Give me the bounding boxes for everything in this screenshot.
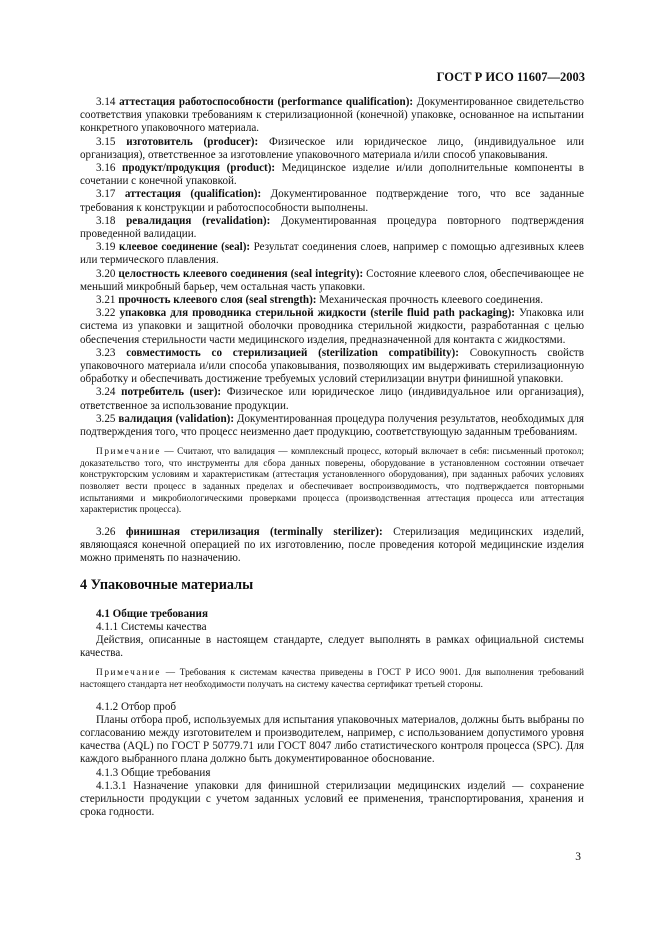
note-text: — Считают, что валидация — комплексный процесс, который включает в себя: письменный протокол; доказательство того, что инструменты для сбора данных поверены, оборудование в установленном состоянии отвечает конструкторским условиям и характеристикам (аттестация установленного оборудования), при заданных рабочих условиях позволяет вести процесс в заданных пределах и обеспечивает воспроизводимость, что подтверждается повторными испытаниями и микробиологическими проверками процесса (производственная аттестация процесса или аттестация характеристик процесса).	[80, 447, 584, 516]
note-label: Примечание	[96, 447, 161, 458]
definition-item	[80, 188, 584, 214]
definition-3-26	[80, 526, 584, 566]
clause-title: 4.1.2 Отбор проб	[96, 700, 177, 713]
definition-number: 3.25	[96, 412, 116, 425]
paragraph: Действия, описанные в настоящем стандарте, следует выполнять в рамках официальной системы качества.	[80, 634, 584, 660]
page-number: 3	[575, 851, 581, 863]
definition-term: продукт/продукция (product):	[122, 162, 276, 175]
note-validation	[80, 447, 584, 517]
definition-item	[80, 413, 584, 439]
definition-number: 3.22	[96, 307, 116, 320]
definition-number: 3.26	[96, 525, 116, 538]
definition-item	[80, 215, 584, 241]
note-text: — Требования к системам качества приведены в ГОСТ Р ИСО 9001. Для выполнения требований настоящего стандарта нет необходимости получать на систему качества сертификат третьей стороны.	[80, 668, 584, 691]
definition-text: Документированное подтверждение того, что все заданные требования к конструкции и работоспособности выполнены.	[80, 188, 584, 214]
definition-text: Документированное свидетельство соответствия упаковки требованиям к стерилизационной (конечной) упаковке, основанное на испытании конкретного упаковочного материала.	[80, 96, 584, 135]
definition-number: 3.16	[96, 162, 116, 175]
paragraph: Планы отбора проб, используемых для испытания упаковочных материалов, должны быть выбраны по согласованию между изготовителем и производителем, например, с использованием допустимого уровня качества (AQL) по ГОСТ Р 50779.71 или ГОСТ 8047 либо статистического контроля процесса (SPC). Для каждого выбранного плана должно быть документированное обоснование.	[80, 713, 584, 766]
definition-text: Документированная процедура получения результатов, необходимых для подтверждения того, что процесс неизменно дает продукцию, соответствующую заданным требованиям.	[80, 412, 584, 439]
definition-text: Результат соединения слоев, например с помощью адгезивных клеев или термического плавления.	[80, 241, 584, 267]
definition-term: валидация (validation):	[118, 412, 235, 425]
clause-title: 4.1.3 Общие требования	[96, 766, 211, 779]
definition-text: Физическое или юридическое лицо, (индивидуальное или организация), ответственное за изготовление упаковочного материала и/или способ упаковывания.	[80, 135, 585, 161]
definition-term: финишная стерилизация (terminally sterilizer):	[125, 525, 383, 538]
definition-term: совместимость со стерилизацией (sterilization compatibility):	[126, 346, 459, 359]
definition-item	[80, 162, 584, 188]
definition-number: 3.17	[96, 188, 116, 201]
definition-term: упаковка для проводника стерильной жидкости (sterile fluid path packaging):	[119, 307, 515, 320]
definition-number: 3.23	[96, 346, 116, 359]
definition-term: аттестация (qualification):	[124, 188, 262, 201]
definition-number: 3.24	[96, 386, 116, 399]
definition-text: Стерилизация медицинских изделий, являющаяся конечной операцией по их изготовлению, после проведения которой медицинские изделия можно применять по назначению.	[80, 525, 585, 565]
definition-term: клеевое соединение (seal):	[118, 241, 251, 254]
definition-number: 3.14	[96, 96, 116, 108]
definition-number: 3.18	[96, 214, 116, 227]
definition-text: Физическое или юридическое лицо (индивидуальное или организация), ответственное за использование продукции.	[80, 386, 584, 412]
definition-text: Документированная процедура повторного подтверждения проведенной валидации.	[80, 214, 584, 241]
definition-term: целостность клеевого соединения (seal integrity):	[118, 267, 364, 280]
definition-item	[80, 96, 584, 136]
clause-title: 4.1.1 Системы качества	[96, 620, 207, 633]
document-body	[80, 96, 584, 819]
subsection-title: 4.1 Общие требования	[96, 607, 208, 620]
definition-item	[80, 136, 584, 162]
definition-item	[80, 268, 584, 294]
paragraph: 4.1.3.1 Назначение упаковки для финишной стерилизации медицинских изделий — сохранение стерильности продукции с учетом заданных условий ее применения, транспортирования, хранения и срока годности.	[80, 779, 584, 819]
document-header: ГОСТ Р ИСО 11607—2003	[436, 70, 585, 84]
definitions-list	[80, 96, 584, 439]
definition-text: Упаковка или система из упаковки и защитной оболочки проводника стерильной жидкости, разработанная с целью обеспечения стерильности части медицинского изделия, предназначенной для контакта с жидкостями.	[80, 307, 584, 346]
definition-term: изготовитель (producer):	[126, 135, 259, 148]
definition-text: Совокупность свойств упаковочного материала и/или способа упаковывания, позволяющих им выдерживать стерилизационную обработку и обеспечивать достижение требуемых условий стерилизации внутри финишной упаковки.	[80, 346, 585, 386]
definition-item	[80, 294, 584, 307]
definition-number: 3.20	[96, 267, 116, 280]
definition-number: 3.21	[96, 294, 116, 307]
section-title: 4 Упаковочные материалы	[80, 577, 254, 594]
definition-term: ревалидация (revalidation):	[126, 214, 271, 227]
definition-term: аттестация работоспособности (performance qualification):	[119, 96, 414, 108]
note-quality	[80, 668, 584, 691]
definition-item	[80, 307, 584, 347]
definition-term: прочность клеевого слоя (seal strength):	[118, 294, 317, 307]
definition-item	[80, 386, 584, 412]
definition-text: Медицинское изделие и/или дополнительные компоненты в сочетании с конечной упаковкой.	[80, 162, 584, 188]
note-label: Примечание	[96, 668, 161, 679]
definition-item	[80, 241, 584, 267]
definition-text: Механическая прочность клеевого соединения.	[316, 294, 544, 307]
definition-text: Состояние клеевого слоя, обеспечивающее не меньший микробный барьер, чем остальная часть упаковки.	[80, 267, 584, 293]
definition-item	[80, 347, 584, 387]
definition-term: потребитель (user):	[121, 386, 222, 399]
definition-number: 3.15	[96, 135, 116, 148]
definition-number: 3.19	[96, 241, 116, 254]
